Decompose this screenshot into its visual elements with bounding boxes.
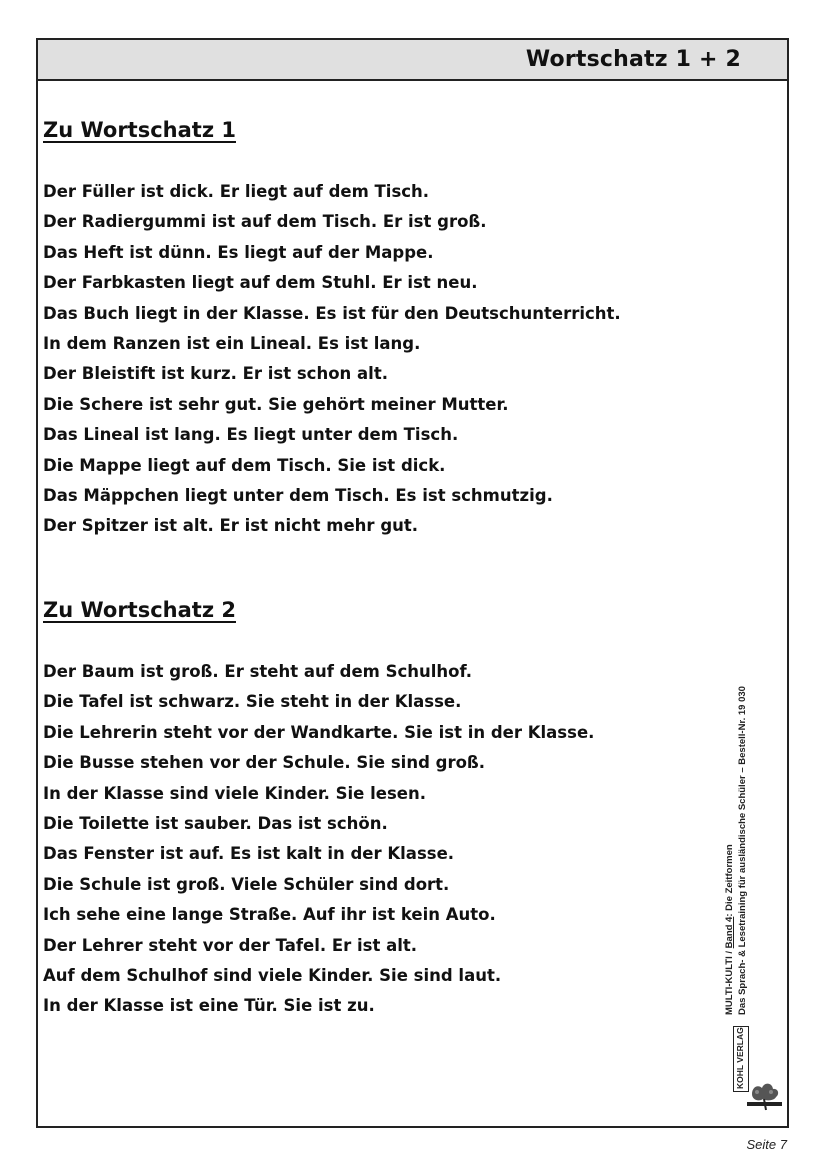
sentence-list-wortschatz-2 <box>43 657 594 1022</box>
sentence: Der Füller ist dick. Er liegt auf dem Tisch. <box>43 182 430 201</box>
sentence: In dem Ranzen ist ein Lineal. Es ist lang. <box>43 333 421 353</box>
sentence: Der Lehrer steht vor der Tafel. Er ist alt. <box>43 935 418 955</box>
sentence: Die Schere ist sehr gut. Sie gehört meiner Mutter. <box>43 394 509 414</box>
sentence: Ich sehe eine lange Straße. Auf ihr ist kein Auto. <box>43 905 496 925</box>
series-subtitle: Das Sprach- & Lesetraining für ausländische Schüler <box>737 775 748 1015</box>
sentence: Die Lehrerin steht vor der Wandkarte. Sie ist in der Klasse. <box>43 722 595 742</box>
sentence: Das Heft ist dünn. Es liegt auf der Mappe. <box>43 242 434 262</box>
page-number: Seite 7 <box>746 1137 787 1152</box>
sentence: In der Klasse sind viele Kinder. Sie lesen. <box>43 783 426 803</box>
sentence: Die Busse stehen vor der Schule. Sie sind groß. <box>43 753 486 773</box>
band-label: Band 4 <box>724 916 735 949</box>
sentence: Das Buch liegt in der Klasse. Es ist für den Deutschunterricht. <box>43 303 621 323</box>
section-heading-wortschatz-2: Zu Wortschatz 2 <box>43 598 236 622</box>
sentence: Das Mäppchen liegt unter dem Tisch. Es ist schmutzig. <box>43 485 553 505</box>
sentence: Der Baum ist groß. Er steht auf dem Schulhof. <box>43 662 473 681</box>
sentence: Auf dem Schulhof sind viele Kinder. Sie sind laut. <box>43 965 502 985</box>
publisher-logo-text: KOHL VERLAG <box>733 1026 749 1092</box>
order-number: Bestell-Nr. 19 030 <box>737 686 748 765</box>
publisher-side-info <box>723 655 763 1015</box>
sentence: Der Radiergummi ist auf dem Tisch. Er ist groß. <box>43 212 487 232</box>
sentence: Der Farbkasten liegt auf dem Stuhl. Er ist neu. <box>43 273 478 293</box>
header-bar <box>38 40 787 81</box>
sentence: Der Bleistift ist kurz. Er ist schon alt. <box>43 364 388 384</box>
side-info-line-2: Das Sprach- & Lesetraining für ausländische Schüler – Bestell-Nr. 19 030 <box>737 686 748 1015</box>
series-name: MULTI-KULTI <box>724 956 735 1015</box>
side-info-line-1: MULTI-KULTI / Band 4: Die Zeitformen <box>724 844 735 1015</box>
sentence: Die Toilette ist sauber. Das ist schön. <box>43 813 388 833</box>
kohl-verlag-logo-icon <box>744 1032 784 1112</box>
sentence: Die Schule ist groß. Viele Schüler sind dort. <box>43 874 450 894</box>
band-title: : Die Zeitformen <box>724 844 735 917</box>
sentence: In der Klasse ist eine Tür. Sie ist zu. <box>43 996 375 1016</box>
sentence: Das Fenster ist auf. Es ist kalt in der Klasse. <box>43 844 455 864</box>
sentence: Das Lineal ist lang. Es liegt unter dem Tisch. <box>43 425 459 445</box>
page-title: Wortschatz 1 + 2 <box>525 47 741 72</box>
sentence-list-wortschatz-1 <box>43 177 621 542</box>
section-heading-wortschatz-1: Zu Wortschatz 1 <box>43 118 236 142</box>
sentence: Die Tafel ist schwarz. Sie steht in der Klasse. <box>43 692 462 712</box>
sentence: Der Spitzer ist alt. Er ist nicht mehr gut. <box>43 516 419 536</box>
sentence: Die Mappe liegt auf dem Tisch. Sie ist dick. <box>43 455 446 475</box>
